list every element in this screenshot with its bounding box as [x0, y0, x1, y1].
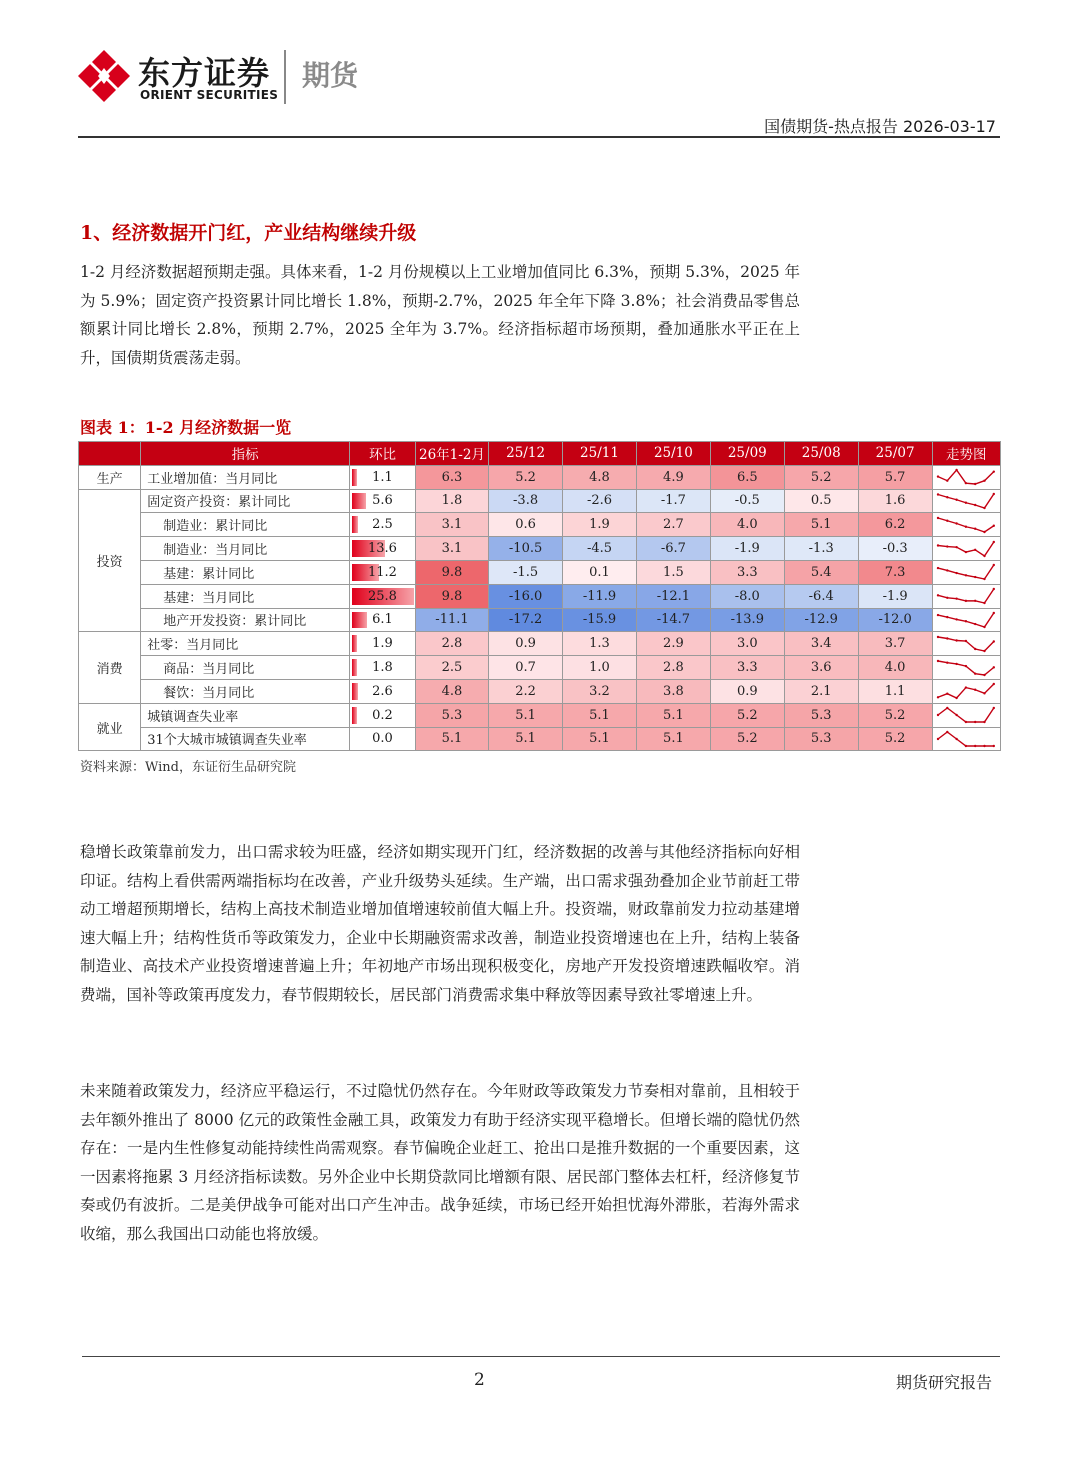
sparkline-point — [993, 540, 995, 542]
indicator-cell: 商品：当月同比 — [141, 656, 350, 680]
value-cell: 5.1 — [784, 513, 858, 537]
mom-databar — [352, 469, 357, 486]
mom-value: 6.1 — [372, 612, 393, 628]
page-header — [78, 40, 1000, 138]
sparkline-point — [974, 672, 976, 674]
value-cell: 0.7 — [489, 656, 563, 680]
value-cell: 0.1 — [563, 560, 637, 584]
sparkline-point — [974, 600, 976, 602]
value-cell: 3.6 — [784, 656, 858, 680]
sparkline-point — [946, 570, 948, 572]
value-cell: -14.7 — [636, 608, 710, 632]
sparkline-point — [974, 623, 976, 625]
value-cell: 5.1 — [489, 703, 563, 727]
sparkline-line — [938, 565, 994, 579]
value-cell: -10.5 — [489, 537, 563, 561]
value-cell: 5.2 — [710, 727, 784, 751]
mom-cell — [350, 560, 416, 584]
value-cell: 3.1 — [415, 537, 488, 561]
value-cell: -6.4 — [784, 584, 858, 608]
mom-cell — [350, 703, 416, 727]
sparkline-point — [984, 721, 986, 723]
sparkline-point — [937, 659, 939, 661]
sparkline-point — [965, 502, 967, 504]
sparkline-point — [984, 531, 986, 533]
mom-databar — [352, 635, 357, 652]
sparkline-line — [938, 470, 994, 484]
value-cell: 4.0 — [858, 656, 932, 680]
value-cell: 5.2 — [489, 465, 563, 489]
value-cell: -13.9 — [710, 608, 784, 632]
sparkline-point — [956, 738, 958, 740]
value-cell: 5.7 — [858, 465, 932, 489]
trend-cell — [932, 727, 1000, 751]
trend-cell — [932, 703, 1000, 727]
value-cell: 5.1 — [563, 703, 637, 727]
table-row — [79, 703, 1001, 727]
table-row — [79, 513, 1001, 537]
value-cell: 5.1 — [636, 727, 710, 751]
sparkline-point — [974, 527, 976, 529]
value-cell: -1.5 — [489, 560, 563, 584]
sparkline-point — [965, 600, 967, 602]
sparkline — [935, 705, 997, 725]
mom-cell — [350, 537, 416, 561]
sparkline-point — [965, 664, 967, 666]
category-cell: 消费 — [79, 632, 141, 703]
mom-cell — [350, 489, 416, 513]
sparkline-line — [938, 542, 994, 556]
value-cell: 5.1 — [489, 727, 563, 751]
sparkline-point — [946, 616, 948, 618]
value-cell: -11.1 — [415, 608, 488, 632]
sparkline-point — [993, 666, 995, 668]
sparkline-point — [984, 673, 986, 675]
sparkline-point — [974, 576, 976, 578]
sparkline-point — [974, 745, 976, 747]
mom-databar — [352, 683, 358, 700]
value-cell: 5.2 — [858, 727, 932, 751]
sparkline-point — [965, 574, 967, 576]
value-cell: 0.5 — [784, 489, 858, 513]
value-cell: 3.3 — [710, 656, 784, 680]
sparkline-point — [946, 661, 948, 663]
value-cell: 4.9 — [636, 465, 710, 489]
value-cell: 5.2 — [784, 465, 858, 489]
sparkline-line — [938, 684, 994, 698]
value-cell: -12.0 — [858, 608, 932, 632]
sparkline-point — [946, 693, 948, 695]
mom-cell — [350, 656, 416, 680]
table-row — [79, 727, 1001, 751]
sparkline-point — [937, 517, 939, 519]
value-cell: 0.6 — [489, 513, 563, 537]
sparkline-point — [956, 499, 958, 501]
category-cell: 投资 — [79, 489, 141, 632]
trend-cell — [932, 632, 1000, 656]
sparkline — [935, 586, 997, 606]
value-cell: 4.8 — [415, 679, 488, 703]
value-cell: 4.0 — [710, 513, 784, 537]
value-cell: 0.9 — [489, 632, 563, 656]
mom-value: 0.0 — [372, 731, 393, 747]
sparkline-point — [937, 567, 939, 569]
value-cell: 5.3 — [784, 703, 858, 727]
trend-cell — [932, 465, 1000, 489]
value-cell: -0.3 — [858, 537, 932, 561]
indicator-cell: 基建：当月同比 — [141, 584, 350, 608]
value-cell: -1.9 — [710, 537, 784, 561]
sparkline-point — [993, 683, 995, 685]
value-cell: 5.2 — [710, 703, 784, 727]
value-cell: 2.8 — [415, 632, 488, 656]
value-cell: -12.9 — [784, 608, 858, 632]
economic-data-table — [78, 441, 1001, 751]
header-25-11: 25/11 — [563, 442, 637, 466]
mom-value: 13.6 — [367, 541, 397, 557]
mom-databar — [352, 493, 365, 510]
value-cell: 3.7 — [858, 632, 932, 656]
paragraph-intro: 1-2 月经济数据超预期走强。具体来看，1-2 月份规模以上工业增加值同比 6.3%，预期 5.3%，2025 年为 5.9%；固定资产投资累计同比增长 1.8%，预期-2.7%，2025 年全年下降 3.8%；社会消费品零售总额累计同比增长 2.8%，预期 2.7%，2025 全年为 3.7%。经济指标超市场预期，叠加通胀水平正在上升，国债期货震荡走弱。 — [80, 263, 800, 367]
value-cell: 1.5 — [636, 560, 710, 584]
sparkline-point — [956, 469, 958, 471]
sparkline-line — [938, 494, 994, 508]
value-cell: 6.5 — [710, 465, 784, 489]
sparkline-point — [946, 707, 948, 709]
value-cell: 5.3 — [784, 727, 858, 751]
sparkline-point — [946, 637, 948, 639]
sparkline-point — [965, 640, 967, 642]
figure-title: 图表 1：1-2 月经济数据一览 — [80, 418, 292, 437]
header-2026-jan-feb: 26年1-2月 — [415, 442, 488, 466]
mom-value: 25.8 — [367, 588, 397, 604]
sparkline-point — [946, 496, 948, 498]
sparkline-point — [984, 554, 986, 556]
trend-cell — [932, 608, 1000, 632]
sparkline-point — [993, 640, 995, 642]
sparkline-point — [984, 626, 986, 628]
value-cell: -12.1 — [636, 584, 710, 608]
trend-cell — [932, 537, 1000, 561]
sparkline-point — [937, 714, 939, 716]
sparkline-point — [956, 662, 958, 664]
mom-value: 1.8 — [372, 660, 393, 676]
mom-cell — [350, 679, 416, 703]
brand-name-cn: 东方证券 — [138, 54, 271, 92]
table-header-row — [79, 442, 1001, 466]
table-row — [79, 584, 1001, 608]
sparkline-point — [974, 721, 976, 723]
sparkline-point — [984, 692, 986, 694]
value-cell: 3.0 — [710, 632, 784, 656]
value-cell: 1.0 — [563, 656, 637, 680]
sparkline — [935, 658, 997, 678]
sparkline-point — [984, 578, 986, 580]
mom-databar — [352, 516, 358, 533]
sparkline-point — [993, 564, 995, 566]
mom-value: 1.9 — [372, 636, 393, 652]
value-cell: -15.9 — [563, 608, 637, 632]
sparkline-point — [974, 548, 976, 550]
category-cell: 就业 — [79, 703, 141, 751]
value-cell: 3.2 — [563, 679, 637, 703]
sparkline-point — [946, 597, 948, 599]
sparkline-point — [993, 471, 995, 473]
sparkline-point — [974, 689, 976, 691]
sparkline-point — [984, 602, 986, 604]
value-cell: 4.8 — [563, 465, 637, 489]
header-25-09: 25/09 — [710, 442, 784, 466]
value-cell: 3.1 — [415, 513, 488, 537]
sparkline-point — [993, 524, 995, 526]
sparkline-point — [993, 707, 995, 709]
brand-name-en: ORIENT SECURITIES — [140, 88, 279, 102]
sparkline-point — [956, 546, 958, 548]
sparkline-point — [946, 480, 948, 482]
mom-cell — [350, 632, 416, 656]
mom-cell — [350, 608, 416, 632]
sparkline-point — [965, 550, 967, 552]
sparkline-point — [956, 572, 958, 574]
header-trend: 走势图 — [932, 442, 1000, 466]
value-cell: -8.0 — [710, 584, 784, 608]
trend-cell — [932, 679, 1000, 703]
value-cell: 1.6 — [858, 489, 932, 513]
value-cell: -1.9 — [858, 584, 932, 608]
sparkline-point — [984, 480, 986, 482]
value-cell: 2.7 — [636, 513, 710, 537]
indicator-cell: 31个大城市城镇调查失业率 — [141, 727, 350, 751]
value-cell: -0.5 — [710, 489, 784, 513]
value-cell: 3.3 — [710, 560, 784, 584]
value-cell: 5.1 — [415, 727, 488, 751]
sparkline-point — [965, 525, 967, 527]
sparkline-point — [937, 614, 939, 616]
value-cell: -16.0 — [489, 584, 563, 608]
table-row — [79, 632, 1001, 656]
indicator-cell: 地产开发投资：累计同比 — [141, 608, 350, 632]
header-category — [79, 442, 141, 466]
table-row — [79, 537, 1001, 561]
indicator-cell: 固定资产投资：累计同比 — [141, 489, 350, 513]
sparkline-point — [937, 544, 939, 546]
indicator-cell: 工业增加值：当月同比 — [141, 465, 350, 489]
mom-value: 2.6 — [372, 683, 393, 699]
sparkline-point — [937, 696, 939, 698]
table-row — [79, 560, 1001, 584]
sparkline-point — [946, 731, 948, 733]
footer-label: 期货研究报告 — [895, 1373, 992, 1392]
indicator-cell: 社零：当月同比 — [141, 632, 350, 656]
value-cell: -17.2 — [489, 608, 563, 632]
sparkline-point — [965, 620, 967, 622]
table-row — [79, 465, 1001, 489]
sparkline-point — [993, 493, 995, 495]
indicator-cell: 基建：累计同比 — [141, 560, 350, 584]
header-25-10: 25/10 — [636, 442, 710, 466]
sparkline-point — [974, 483, 976, 485]
table-row — [79, 608, 1001, 632]
value-cell: 5.4 — [784, 560, 858, 584]
sparkline-line — [938, 732, 994, 746]
sparkline — [935, 467, 997, 487]
value-cell: 2.1 — [784, 679, 858, 703]
sparkline — [935, 681, 997, 701]
sparkline — [935, 539, 997, 559]
mom-value: 1.1 — [372, 469, 393, 485]
sparkline-point — [956, 697, 958, 699]
sparkline — [935, 515, 997, 535]
sparkline-point — [946, 519, 948, 521]
sparkline-point — [984, 745, 986, 747]
mom-value: 0.2 — [372, 707, 393, 723]
sparkline — [935, 634, 997, 654]
sparkline-point — [956, 598, 958, 600]
value-cell: 1.8 — [415, 489, 488, 513]
value-cell: 9.8 — [415, 560, 488, 584]
sparkline-point — [965, 745, 967, 747]
sparkline-point — [937, 636, 939, 638]
brand-divider — [284, 50, 286, 104]
value-cell: 5.2 — [858, 703, 932, 727]
sparkline-point — [984, 507, 986, 509]
mom-cell — [350, 584, 416, 608]
page-number: 2 — [474, 1370, 485, 1390]
indicator-cell: 餐饮：当月同比 — [141, 679, 350, 703]
value-cell: 5.1 — [563, 727, 637, 751]
value-cell: 2.8 — [636, 656, 710, 680]
sparkline-point — [984, 650, 986, 652]
indicator-cell: 城镇调查失业率 — [141, 703, 350, 727]
trend-cell — [932, 513, 1000, 537]
value-cell: 1.1 — [858, 679, 932, 703]
sparkline-point — [956, 522, 958, 524]
sparkline-point — [956, 618, 958, 620]
mom-cell — [350, 465, 416, 489]
mom-value: 2.5 — [372, 517, 393, 533]
trend-cell — [932, 584, 1000, 608]
value-cell: 5.1 — [636, 703, 710, 727]
value-cell: -3.8 — [489, 489, 563, 513]
sparkline-point — [937, 594, 939, 596]
mom-cell — [350, 727, 416, 751]
report-label: 国债期货-热点报告 2026-03-17 — [764, 117, 996, 136]
trend-cell — [932, 656, 1000, 680]
header-25-08: 25/08 — [784, 442, 858, 466]
value-cell: -1.3 — [784, 537, 858, 561]
header-indicator: 指标 — [141, 442, 350, 466]
value-cell: 6.3 — [415, 465, 488, 489]
paragraph-outlook: 未来随着政策发力，经济应平稳运行，不过隐忧仍然存在。今年财政等政策发力节奏相对靠前，且相较于去年额外推出了 8000 亿元的政策性金融工具，政策发力有助于经济实现平稳增长。但增长端的隐忧仍然存在：一是内生性修复动能持续性尚需观察。春节偏晚企业赶工、抢出口是推升数据的一个重要因素，这一因素将拖累 3 月经济指标读数。另外企业中长期贷款同比增额有限、居民部门整体去杠杆，经济修复节奏或仍有波折。二是美伊战争可能对出口产生冲击。战争延续，市场已经开始担忧海外滞胀，若海外需求收缩，那么我国出口动能也将放缓。 — [80, 1082, 800, 1243]
value-cell: -11.9 — [563, 584, 637, 608]
brand-subtitle: 期货 — [302, 59, 359, 92]
table-row — [79, 679, 1001, 703]
value-cell: -6.7 — [636, 537, 710, 561]
header-mom: 环比 — [350, 442, 416, 466]
sparkline-point — [965, 482, 967, 484]
sparkline — [935, 729, 997, 749]
sparkline-point — [993, 745, 995, 747]
value-cell: 3.8 — [636, 679, 710, 703]
sparkline-point — [974, 648, 976, 650]
value-cell: 2.2 — [489, 679, 563, 703]
table-row — [79, 656, 1001, 680]
value-cell: 2.5 — [415, 656, 488, 680]
sparkline-point — [937, 493, 939, 495]
mom-value: 11.2 — [367, 564, 397, 580]
value-cell: 3.4 — [784, 632, 858, 656]
trend-cell — [932, 489, 1000, 513]
mom-cell — [350, 513, 416, 537]
value-cell: -2.6 — [563, 489, 637, 513]
trend-cell — [932, 560, 1000, 584]
section-title: 1、经济数据开门红，产业结构继续升级 — [80, 222, 417, 244]
sparkline — [935, 610, 997, 630]
sparkline-point — [993, 588, 995, 590]
value-cell: 0.9 — [710, 679, 784, 703]
footer-divider — [82, 1356, 1000, 1357]
sparkline-point — [974, 504, 976, 506]
sparkline-point — [937, 738, 939, 740]
sparkline-point — [937, 476, 939, 478]
sparkline-line — [938, 613, 994, 627]
sparkline-line — [938, 708, 994, 722]
value-cell: 5.3 — [415, 703, 488, 727]
sparkline-point — [946, 545, 948, 547]
sparkline — [935, 491, 997, 511]
header-25-07: 25/07 — [858, 442, 932, 466]
mom-databar — [352, 659, 357, 676]
value-cell: 9.8 — [415, 584, 488, 608]
sparkline-point — [993, 612, 995, 614]
mom-databar — [352, 707, 357, 724]
value-cell: 1.3 — [563, 632, 637, 656]
indicator-cell: 制造业：累计同比 — [141, 513, 350, 537]
header-25-12: 25/12 — [489, 442, 563, 466]
figure-source: 资料来源：Wind，东证衍生品研究院 — [80, 760, 296, 775]
mom-databar — [352, 612, 367, 629]
category-cell: 生产 — [79, 465, 141, 489]
sparkline-point — [956, 639, 958, 641]
value-cell: 2.9 — [636, 632, 710, 656]
value-cell: 7.3 — [858, 560, 932, 584]
sparkline-point — [965, 721, 967, 723]
value-cell: -4.5 — [563, 537, 637, 561]
table-body — [79, 465, 1001, 751]
orient-logo-icon — [78, 48, 130, 104]
sparkline-point — [965, 687, 967, 689]
sparkline-point — [956, 714, 958, 716]
indicator-cell: 制造业：当月同比 — [141, 537, 350, 561]
mom-value: 5.6 — [372, 493, 393, 509]
paragraph-analysis: 稳增长政策靠前发力，出口需求较为旺盛，经济如期实现开门红，经济数据的改善与其他经济指标向好相印证。结构上看供需两端指标均在改善，产业升级势头延续。生产端，出口需求强劲叠加企业节前赶工带动工增超预期增长，结构上高技术制造业增加值增速较前值大幅上升。投资端，财政靠前发力拉动基建增速大幅上升；结构性货币等政策发力，企业中长期融资需求改善，制造业投资增速也在上升，结构上装备制造业、高技术产业投资增速普遍上升；年初地产市场出现积极变化，房地产开发投资增速跌幅收窄。消费端，国补等政策再度发力，春节假期较长，居民部门消费需求集中释放等因素导致社零增速上升。 — [80, 843, 800, 1004]
value-cell: 6.2 — [858, 513, 932, 537]
value-cell: 1.9 — [563, 513, 637, 537]
sparkline — [935, 562, 997, 582]
table-row — [79, 489, 1001, 513]
value-cell: -1.7 — [636, 489, 710, 513]
